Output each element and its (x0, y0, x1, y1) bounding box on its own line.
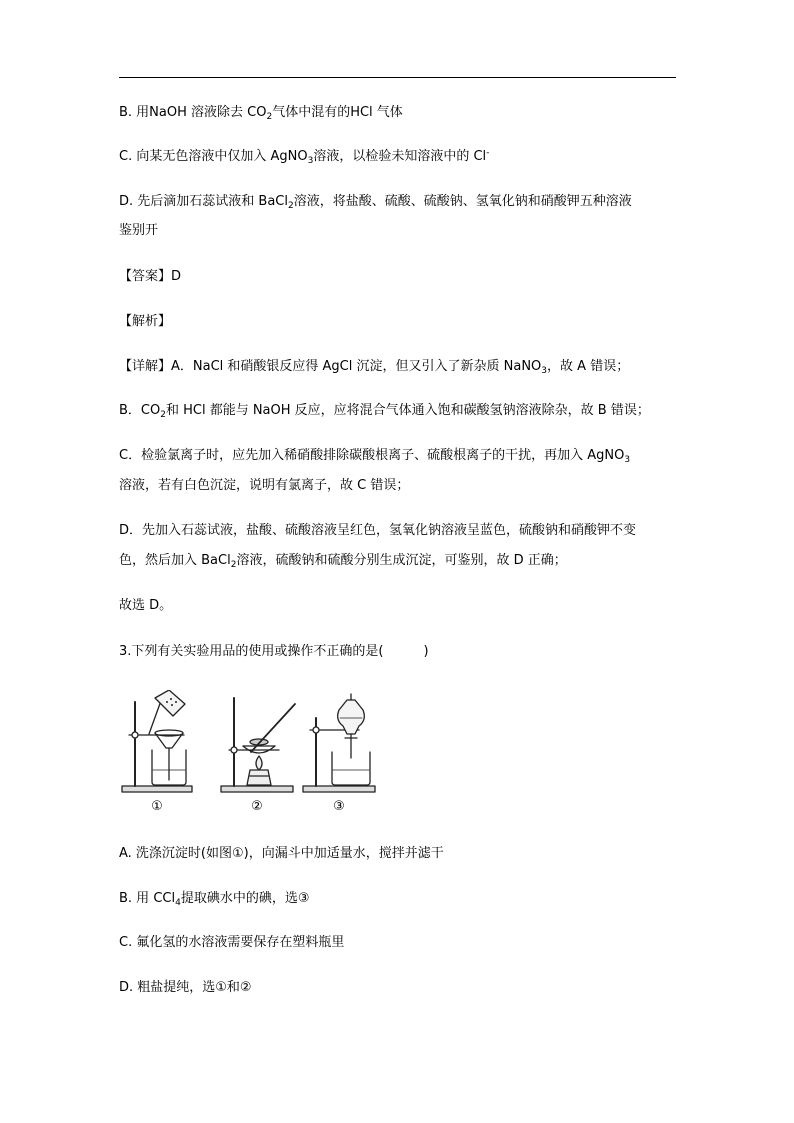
question-3-stem: 3.下列有关实验用品的使用或操作不正确的是( ) (119, 644, 429, 659)
detail-c-line2: 溶液，若有白色沉淀，说明有氯离子，故 C 错误； (119, 478, 410, 493)
detail-b: B．$CO_2$和 HCl 都能与 NaOH 反应，应将混合气体通入饱和碳酸氢钠溶液除杂，故 B 错误； (119, 403, 650, 420)
figure-label-3: ③ (333, 799, 345, 814)
option-3-a: A. 洗涤沉淀时(如图①)，向漏斗中加适量水，搅拌并滤干 (119, 846, 444, 861)
conclusion: 故选 D。 (119, 598, 173, 613)
analysis-heading: 【解析】 (119, 314, 172, 329)
detail-a: 【详解】A．NaCl 和硝酸银反应得 AgCl 沉淀，但又引入了新杂质 NaNO$_3$，故 A 错误； (119, 359, 630, 376)
figure-label-2: ② (251, 799, 263, 814)
apparatus-separatory-funnel (303, 694, 375, 792)
header-rule (119, 77, 676, 78)
option-b-previous: B. 用NaOH 溶液除去 $CO_2$气体中混有的HCl 气体 (119, 105, 403, 122)
apparatus-filtration (122, 690, 192, 792)
detail-c-line1: C．检验氯离子时，应先加入稀硝酸排除碳酸根离子、硫酸根离子的干扰，再加入 AgNO$_3$ (119, 448, 631, 465)
option-3-b: B. 用 CCl$_4$提取碘水中的碘，选③ (119, 891, 310, 908)
detail-d-line2: 色，然后加入 BaCl$_2$溶液，硫酸钠和硫酸分别生成沉淀，可鉴别，故 D 正确； (119, 553, 567, 570)
option-d-previous-line1: D. 先后滴加石蕊试液和 BaCl$_2$溶液，将盐酸、硫酸、硫酸钠、氢氧化钠和硝酸钾五种溶液 (119, 194, 632, 211)
detail-d-line1: D．先加入石蕊试液，盐酸、硫酸溶液呈红色，氢氧化钠溶液呈蓝色，硫酸钠和硝酸钾不变 (119, 523, 637, 538)
option-d-previous-line2: 鉴别开 (119, 223, 159, 238)
figure-label-1: ① (151, 799, 163, 814)
option-3-d: D. 粗盐提纯，选①和② (119, 980, 252, 995)
apparatus-figure (119, 690, 379, 815)
option-c-previous: C. 向某无色溶液中仅加入 AgNO$_3$溶液，以检验未知溶液中的 Cl- (119, 148, 490, 166)
apparatus-evaporation (221, 698, 295, 792)
option-3-c: C. 氟化氢的水溶液需要保存在塑料瓶里 (119, 935, 345, 950)
answer: 【答案】D (119, 269, 182, 284)
